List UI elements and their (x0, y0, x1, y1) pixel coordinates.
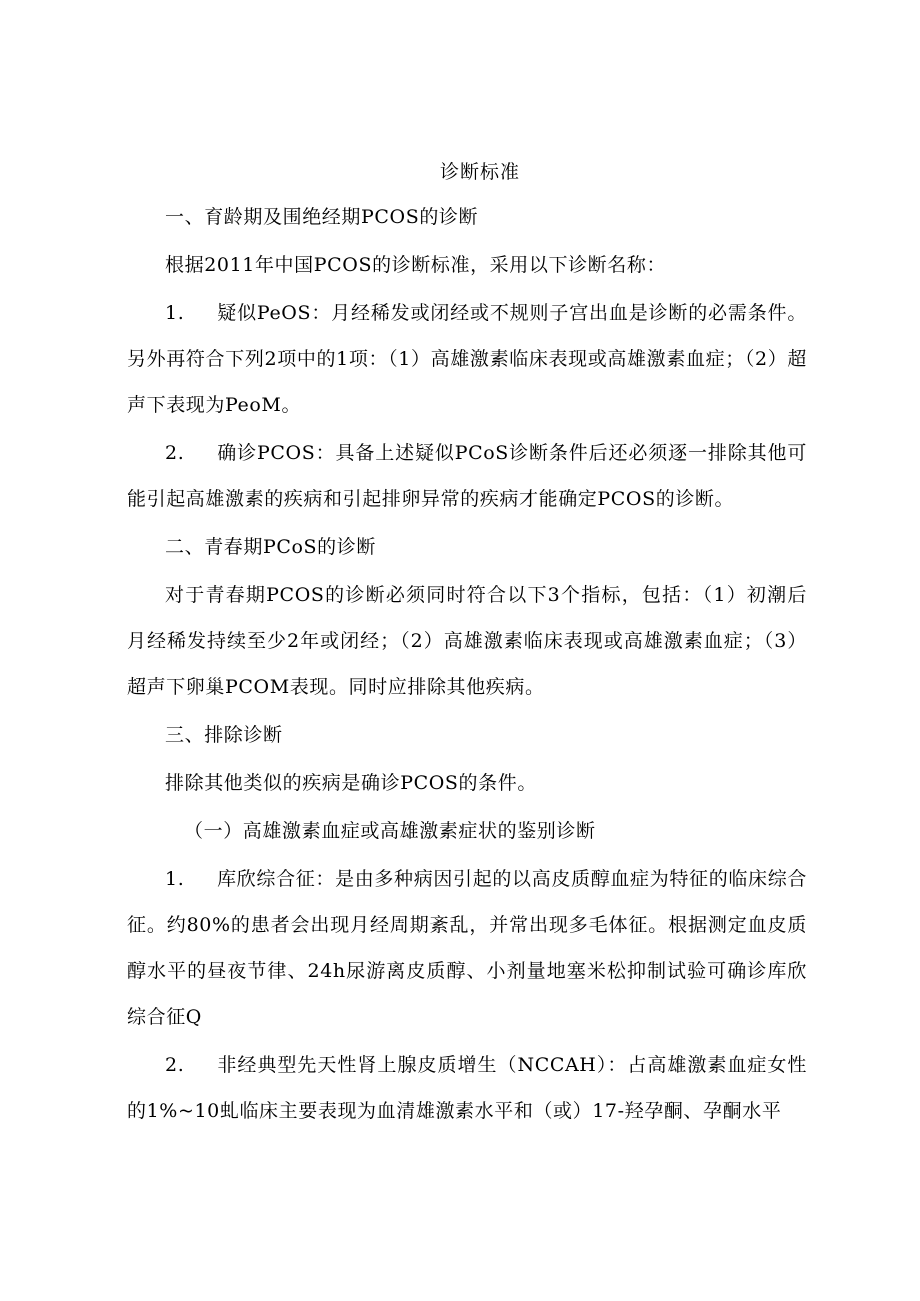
page-title: 诊断标准 (439, 161, 520, 183)
section-heading: 三、排除诊断 (165, 724, 283, 746)
list-item-text: 确诊PCOS：具备上述疑似PCoS诊断条件后还必须逐一排除其他可能引起高雄激素的疾病和引起排卵异常的疾病才能确定PCOS的诊断。 (127, 442, 807, 510)
list-item (127, 290, 807, 428)
list-item (127, 856, 807, 1040)
list-item-number: 1. (165, 868, 185, 890)
list-item-text: 非经典型先天性肾上腺皮质增生（NCCAH）：占高雄激素血症女性的1%~10虬临床主要表现为血清雄激素水平和（或）17-羟孕酮、孕酮水平 (127, 1054, 807, 1122)
list-item (127, 430, 807, 522)
section-heading: 一、育龄期及围绝经期PCOS的诊断 (165, 206, 479, 228)
list-item (127, 1042, 807, 1134)
list-item-number: 2. (165, 1054, 185, 1076)
paragraph: 对于青春期PCOS的诊断必须同时符合以下3个指标，包括：（1）初潮后月经稀发持续至少2年或闭经；（2）高雄激素临床表现或高雄激素血症；（3）超声下卵巢PCOM表现。同时应排除其他疾病。 (127, 584, 807, 698)
paragraph: 排除其他类似的疾病是确诊PCOS的条件。 (165, 772, 537, 794)
document-body (127, 152, 807, 1136)
list-item-number: 2. (165, 442, 185, 464)
list-item-text: 库欣综合征：是由多种病因引起的以高皮质醇血症为特征的临床综合征。约80%的患者会出现月经周期紊乱，并常出现多毛体征。根据测定血皮质醇水平的昼夜节律、24h尿游离皮质醇、小剂量地塞米松抑制试验可确诊库欣综合征Q (127, 868, 807, 1028)
subsection-heading: （一）高雄激素血症或高雄激素症状的鉴别诊断 (184, 820, 596, 842)
list-item-text: 疑似PeOS：月经稀发或闭经或不规则子宫出血是诊断的必需条件。另外再符合下列2项中的1项：（1）高雄激素临床表现或高雄激素血症；（2）超声下表现为PeoM。 (127, 302, 807, 416)
section-heading: 二、青春期PCoS的诊断 (165, 536, 376, 558)
paragraph: 根据2011年中国PCOS的诊断标准，采用以下诊断名称： (165, 254, 667, 276)
list-item-number: 1. (165, 302, 185, 324)
